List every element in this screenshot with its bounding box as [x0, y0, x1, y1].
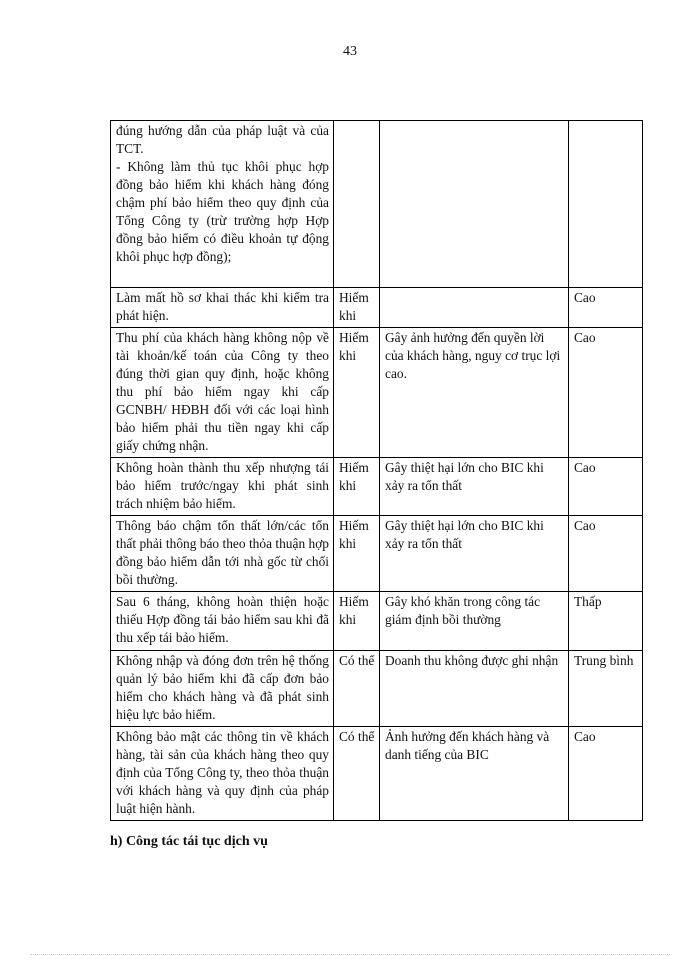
risk-description-cell [111, 328, 334, 458]
level-cell: Cao [569, 727, 643, 821]
impact-cell: Doanh thu không được ghi nhận [380, 651, 569, 727]
frequency-cell [334, 121, 380, 288]
risk-description-cell [111, 592, 334, 651]
risk-description-text: Sau 6 tháng, không hoàn thiện hoặc thiếu Hợp đồng tái bảo hiểm sau khi đã thu xếp tái bảo hiểm. [116, 594, 329, 645]
risk-description-text: Không hoàn thành thu xếp nhượng tái bảo hiểm trước/ngay khi phát sinh trách nhiệm bảo hiểm. [116, 460, 329, 511]
risk-description-text: - Không làm thủ tục khôi phục hợp đồng bảo hiểm khi khách hàng đóng chậm phí bảo hiểm theo quy định của Tổng Công ty (trừ trường hợp Hợp đồng bảo hiểm có điều khoản tự động khôi phục hợp đồng); [116, 159, 329, 264]
frequency-cell: Hiếm khi [334, 516, 380, 592]
frequency-cell: Hiếm khi [334, 328, 380, 458]
level-cell: Thấp [569, 592, 643, 651]
page-bottom-divider [30, 954, 670, 955]
page-number: 43 [343, 44, 357, 59]
risk-description-cell [111, 727, 334, 821]
risk-description-text: Không nhập và đóng đơn trên hệ thống quản lý bảo hiểm khi đã cấp đơn bảo hiểm cho khách hàng và đã phát sinh hiệu lực bảo hiểm. [116, 653, 329, 722]
risk-description-cell [111, 121, 334, 288]
table-row [111, 288, 643, 328]
impact-cell: Gây thiệt hại lớn cho BIC khi xảy ra tổn thất [380, 458, 569, 516]
risk-description-cell [111, 288, 334, 328]
risk-description-text: Không bảo mật các thông tin về khách hàng, tài sản của khách hàng theo quy định của Tổng Công ty, theo thỏa thuận với khách hàng và quy định của pháp luật hiện hành. [116, 729, 329, 816]
risk-description-cell [111, 516, 334, 592]
frequency-cell: Hiếm khi [334, 288, 380, 328]
risk-description-text: Thông báo chậm tổn thất lớn/các tổn thất phải thông báo theo thỏa thuận hợp đồng bảo hiểm dẫn tới nhà gốc từ chối bồi thường. [116, 518, 329, 587]
table-row [111, 727, 643, 821]
impact-cell [380, 288, 569, 328]
impact-cell: Gây khó khăn trong công tác giám định bồi thường [380, 592, 569, 651]
impact-cell: Ảnh hưởng đến khách hàng và danh tiếng của BIC [380, 727, 569, 821]
frequency-cell: Hiếm khi [334, 458, 380, 516]
level-cell: Cao [569, 288, 643, 328]
level-cell [569, 121, 643, 288]
impact-cell: Gây ảnh hưởng đến quyền lời của khách hàng, nguy cơ trục lợi cao. [380, 328, 569, 458]
table-row [111, 516, 643, 592]
table-row [111, 651, 643, 727]
table-row [111, 121, 643, 288]
frequency-cell: Hiếm khi [334, 592, 380, 651]
risk-description-cell [111, 458, 334, 516]
risk-table [110, 120, 643, 821]
table-row [111, 328, 643, 458]
level-cell: Trung bình [569, 651, 643, 727]
level-cell: Cao [569, 328, 643, 458]
section-heading: h) Công tác tái tục dịch vụ [110, 834, 268, 849]
level-cell: Cao [569, 516, 643, 592]
risk-description-text: Làm mất hồ sơ khai thác khi kiểm tra phát hiện. [116, 290, 329, 323]
frequency-cell: Có thể [334, 651, 380, 727]
table-row [111, 592, 643, 651]
table-row [111, 458, 643, 516]
risk-description-text: đúng hướng dẫn của pháp luật và của TCT. [116, 123, 329, 156]
risk-description-text: Thu phí của khách hàng không nộp về tài khoản/kế toán của Công ty theo đúng thời gian quy định, hoặc không thu phí bảo hiểm ngay khi cấp GCNBH/ HĐBH đối với các loại hình bảo hiểm phải thu tiền ngay khi cấp giấy chứng nhận. [116, 330, 329, 453]
risk-description-cell [111, 651, 334, 727]
frequency-cell: Có thể [334, 727, 380, 821]
level-cell: Cao [569, 458, 643, 516]
impact-cell [380, 121, 569, 288]
impact-cell: Gây thiệt hại lớn cho BIC khi xảy ra tổn thất [380, 516, 569, 592]
